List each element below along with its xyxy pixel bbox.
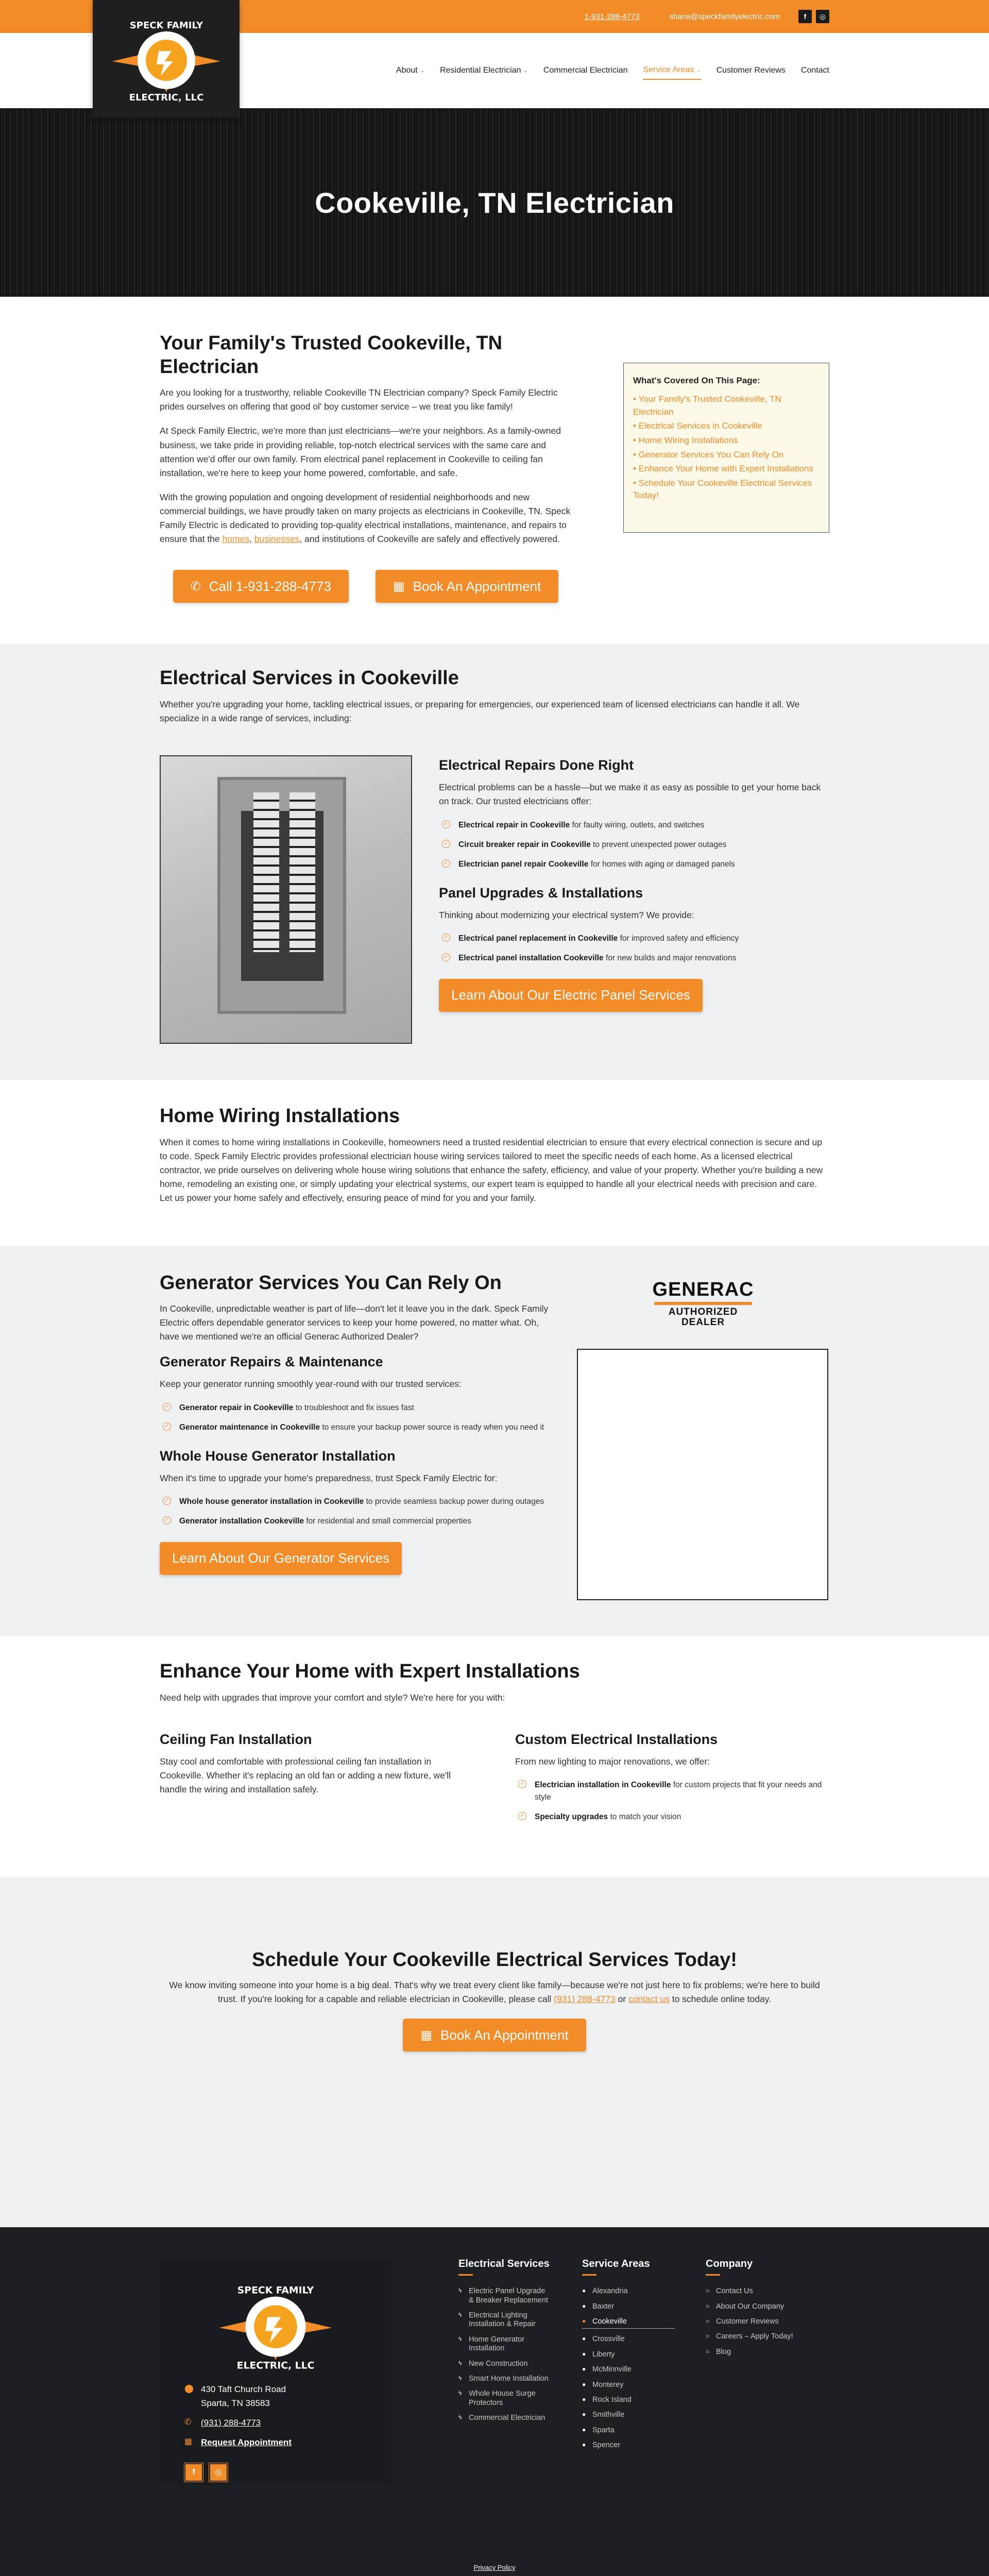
check-circle-icon: ✓ [163, 1497, 171, 1505]
bolt-icon: ϟ [458, 2374, 462, 2382]
list-item: ✓ Generator maintenance in Cookeville to ensure your backup power source is ready when you need it [160, 1421, 551, 1434]
generator-heading: Generator Services You Can Rely On [160, 1272, 502, 1294]
circle-icon: ○ [706, 2347, 710, 2355]
wiring-text: When it comes to home wiring installations in Cookeville, homeowners need a trusted residential electrician to ensure that every electrical connection is secure and up to code. Speck Family Electric provides professional electrician house wiring services tailored to meet the specific needs of each home. As a licensed electrical contractor, we pride ourselves on delivering whole house wiring solutions that enhance the safety, efficiency, and value of your property. Whether you're building a new home, remodeling an existing one, or simply updating your electrical systems, our expert team is equipped to handle all your electrical needs with precision and care. Let us power your home safely and effectively, ensuring peace of mind for you and your family. [160, 1137, 823, 1204]
site-logo[interactable] [93, 0, 240, 117]
phone-icon: ✆ [184, 2417, 192, 2427]
services-lead: Whether you're upgrading your home, tackling electrical issues, or preparing for emergencies, our experienced team of licensed electricians can handle it all. We specialize in a wide range of services, including: [160, 699, 800, 724]
gen-repairs-heading: Generator Repairs & Maintenance [160, 1354, 383, 1370]
footer-area-link[interactable]: ● McMinnville [582, 2365, 632, 2374]
map-pin-icon: ⬤ [184, 2384, 194, 2394]
panel-lead: Thinking about modernizing your electrical system? We provide: [439, 909, 694, 920]
fan-heading: Ceiling Fan Installation [160, 1732, 312, 1747]
footer-area-link[interactable]: ● Smithville [582, 2411, 625, 2419]
privacy-policy-link[interactable]: Privacy Policy [473, 2563, 516, 2571]
check-circle-icon: ✓ [442, 840, 450, 848]
footer-company-link[interactable]: ○ Careers – Apply Today! [706, 2332, 793, 2341]
intro-section [0, 297, 989, 644]
electrical-services-section [0, 644, 989, 1080]
toc-item[interactable]: • Home Wiring Installations [633, 435, 738, 445]
calendar-icon: ▦ [393, 579, 405, 594]
wiring-heading: Home Wiring Installations [160, 1105, 400, 1127]
footer-service-link[interactable]: ϟ Whole House Surge Protectors [458, 2389, 536, 2407]
footer-service-link[interactable]: ϟ Commercial Electrician [458, 2414, 545, 2422]
map-pin-icon: ● [582, 2411, 586, 2418]
schedule-book-button[interactable]: ▦ Book An Appointment [403, 2019, 586, 2052]
gen-install-heading: Whole House Generator Installation [160, 1448, 396, 1464]
panel-list [439, 933, 825, 964]
map-pin-icon: ● [582, 2350, 586, 2358]
check-circle-icon: ✓ [442, 953, 450, 961]
footer-service-link[interactable]: ϟ Electrical Lighting Installation & Repair [458, 2311, 536, 2329]
nav-about[interactable]: About ⌄ [396, 66, 425, 75]
toc-item[interactable]: • Your Family's Trusted Cookeville, TN Electrician [633, 394, 781, 417]
topbar-email-link[interactable]: shana@speckfamilyelectric.com [669, 12, 780, 21]
gen-install-list [160, 1496, 551, 1528]
chevron-down-icon: ⌄ [420, 67, 425, 74]
map-pin-icon: ● [582, 2317, 586, 2325]
map-pin-icon: ● [582, 2380, 586, 2388]
calendar-icon: ▦ [420, 2028, 433, 2042]
toc-item[interactable]: • Schedule Your Cookeville Electrical Services Today! [633, 478, 812, 501]
logo-emblem-icon [107, 10, 226, 108]
instagram-icon[interactable]: ◎ [816, 10, 829, 23]
map-pin-icon: ● [582, 2395, 586, 2403]
spacer [0, 2109, 989, 2227]
list-item: ✓ Electrical repair in Cookeville for faulty wiring, outlets, and switches [439, 819, 825, 832]
list-item: ✓ Electrician panel repair Cookeville for homes with aging or damaged panels [439, 858, 825, 871]
footer-company-link[interactable]: ○ Customer Reviews [706, 2317, 779, 2326]
toc-item[interactable]: • Enhance Your Home with Expert Installations [633, 464, 813, 474]
gen-repairs-list [160, 1402, 551, 1434]
contact-us-link[interactable]: contact us [628, 1994, 670, 2005]
footer-service-link[interactable]: ϟ Electric Panel Upgrade & Breaker Replacement [458, 2287, 548, 2304]
gen-install-lead: When it's time to upgrade your home's preparedness, trust Speck Family Electric for: [160, 1472, 498, 1483]
footer-area-link[interactable]: ● Sparta [582, 2426, 615, 2434]
list-item: ✓ Generator installation Cookeville for residential and small commercial properties [160, 1515, 551, 1528]
intro-paragraph-3: With the growing population and ongoing development of residential neighborhoods and new commercial buildings, we have proudly taken on many projects as electricians in Cookeville, TN. Speck Family Electric is dedicated to providing top-quality electrical installations, maintenance, and repairs to ensure that the homes, businesses, and institutions of Cookeville are safely and effectively powered. [160, 492, 571, 545]
site-footer [0, 2227, 989, 2576]
footer-phone[interactable]: ✆ (931) 288-4773 [184, 2416, 367, 2430]
check-circle-icon: ✓ [518, 1780, 526, 1788]
footer-area-link[interactable]: ● Alexandria [582, 2287, 628, 2296]
nav-residential[interactable]: Residential Electrician ⌄ [440, 66, 528, 75]
nav-contact[interactable]: Contact [800, 66, 829, 75]
check-circle-icon: ✓ [163, 1403, 171, 1411]
list-item: ✓ Circuit breaker repair in Cookeville to prevent unexpected power outages [439, 839, 825, 851]
topbar-phone-link[interactable]: 1-931-288-4773 [584, 12, 640, 21]
nav-customer-reviews[interactable]: Customer Reviews [716, 66, 786, 75]
site-header [0, 20, 989, 108]
bolt-icon: ϟ [458, 2287, 462, 2295]
repairs-list [439, 819, 825, 871]
table-of-contents [623, 363, 829, 533]
check-circle-icon: ✓ [442, 934, 450, 942]
footer-area-link[interactable]: ● Liberty [582, 2350, 615, 2359]
circle-icon: ○ [706, 2332, 710, 2340]
footer-contact-card [160, 2258, 391, 2485]
intro-paragraph-2: At Speck Family Electric, we're more than just electricians—we're your neighbors. As a family-owned business, we take pride in providing reliable, top-notch electrical services with the same care and attention we'd offer our own family. From electrical panel replacement in Cookeville to ceiling fan installation, we're here to keep your home powered, comfortable, and safe. [160, 426, 561, 478]
schedule-heading: Schedule Your Cookeville Electrical Services Today! [252, 1949, 737, 1971]
svg-text:SPECK FAMILY: SPECK FAMILY [237, 2285, 314, 2296]
generac-dealer-badge: GENERAC AUTHORIZED DEALER [652, 1278, 754, 1328]
homes-link[interactable]: homes [222, 534, 250, 545]
bolt-icon: ϟ [458, 2359, 462, 2367]
footer-company-column: Company ○ Contact Us ○ About Our Company ○ Customer Reviews ○ Careers – Apply Today! ○ Blog [706, 2258, 798, 2485]
electrical-panel-image [160, 755, 412, 1044]
phone-icon: ✆ [190, 579, 201, 594]
footer-address: ⬤ 430 Taft Church Road Sparta, TN 38583 [184, 2383, 367, 2410]
footer-areas-column: Service Areas ● Alexandria ● Baxter ● Cookeville ● Crossville ● Liberty ● McMinnville ● Monterey ● Rock Island ● Smithville ● Sparta ● Spencer [582, 2258, 675, 2485]
map-pin-icon: ● [582, 2287, 586, 2295]
list-item: ✓ Electrical panel installation Cookeville for new builds and major renovations [439, 952, 825, 964]
footer-area-link[interactable]: ● Baxter [582, 2302, 614, 2311]
bolt-icon: ϟ [458, 2389, 462, 2397]
main-nav [396, 61, 829, 80]
toc-title: What's Covered On This Page: [633, 376, 760, 385]
map-pin-icon: ● [582, 2441, 586, 2449]
list-item: ✓ Electrician installation in Cookeville for custom projects that fit your needs and style [515, 1779, 829, 1804]
check-circle-icon: ✓ [163, 1516, 171, 1524]
schedule-phone-link[interactable]: (931) 288-4773 [554, 1994, 616, 2005]
fan-text: Stay cool and comfortable with professional ceiling fan installation in Cookeville. Whether it's replacing an old fan or adding a new fixture, we'll handle the wiring and installation safely. [160, 1756, 451, 1795]
footer-company-link[interactable]: ○ Blog [706, 2347, 731, 2356]
generator-services-button[interactable]: Learn About Our Generator Services [160, 1542, 402, 1575]
footer-area-link[interactable]: ● Crossville [582, 2335, 625, 2344]
footer-bottom [0, 2561, 989, 2576]
gen-repairs-lead: Keep your generator running smoothly year-round with our trusted services: [160, 1379, 462, 1389]
intro-paragraph-1: Are you looking for a trustworthy, reliable Cookeville TN Electrician company? Speck Family Electric prides ourselves on offering that good ol' boy customer service – we treat you like family! [160, 387, 558, 412]
enhance-lead: Need help with upgrades that improve your comfort and style? We're here for you with: [160, 1692, 505, 1703]
panel-services-button[interactable]: Learn About Our Electric Panel Services [439, 979, 703, 1012]
footer-service-link[interactable]: ϟ New Construction [458, 2359, 528, 2368]
circle-icon: ○ [706, 2302, 710, 2310]
facebook-icon[interactable]: f [184, 2463, 203, 2482]
list-item: ✓ Electrical panel replacement in Cookeville for improved safety and efficiency [439, 933, 825, 945]
panel-heading: Panel Upgrades & Installations [439, 885, 643, 901]
book-appointment-button[interactable]: ▦ Book An Appointment [376, 570, 558, 603]
footer-area-link[interactable]: ● Spencer [582, 2441, 621, 2450]
repairs-lead: Electrical problems can be a hassle—but we make it as easy as possible to get your home back on track. Our trusted electricians offer: [439, 782, 821, 807]
footer-area-link[interactable]: ● Rock Island [582, 2395, 632, 2404]
list-item: ✓ Specialty upgrades to match your vision [515, 1811, 829, 1823]
footer-logo-icon[interactable] [214, 2274, 337, 2377]
generator-section [0, 1246, 989, 1637]
instagram-icon[interactable]: ◎ [209, 2463, 228, 2482]
map-pin-icon: ● [582, 2335, 586, 2343]
map-pin-icon: ● [582, 2426, 586, 2433]
circle-icon: ○ [706, 2287, 710, 2295]
footer-company-link[interactable]: ○ Contact Us [706, 2287, 753, 2296]
facebook-icon[interactable]: f [798, 10, 812, 23]
hero-banner [0, 108, 989, 297]
calendar-icon: ▦ [184, 2437, 193, 2447]
check-circle-icon: ✓ [442, 820, 450, 828]
schedule-section [0, 1877, 989, 2109]
footer-area-link[interactable]: ● Monterey [582, 2380, 624, 2389]
check-circle-icon: ✓ [163, 1422, 171, 1431]
generator-video-frame[interactable] [577, 1349, 828, 1600]
footer-service-link[interactable]: ϟ Home Generator Installation [458, 2335, 524, 2353]
footer-services-column: Electrical Services ϟ Electric Panel Upgrade & Breaker Replacement ϟ Electrical Lighting Installation & Repair ϟ Home Generator Installation ϟ New Construction ϟ Smart Home Installation ϟ Whole House Surge Protectors ϟ Commercial Electrician [458, 2258, 551, 2485]
custom-heading: Custom Electrical Installations [515, 1732, 718, 1747]
intro-heading: Your Family's Trusted Cookeville, TN Electrician [160, 332, 503, 378]
toc-item[interactable]: • Electrical Services in Cookeville [633, 421, 762, 431]
footer-area-link-active[interactable]: ● Cookeville [582, 2317, 675, 2329]
repairs-heading: Electrical Repairs Done Right [439, 757, 634, 773]
home-wiring-section [0, 1080, 989, 1245]
check-circle-icon: ✓ [442, 859, 450, 868]
call-button[interactable]: ✆ Call 1-931-288-4773 [173, 570, 349, 603]
svg-text:ELECTRIC, LLC: ELECTRIC, LLC [236, 2360, 315, 2371]
enhance-heading: Enhance Your Home with Expert Installations [160, 1660, 580, 1683]
page-title: Cookeville, TN Electrician [315, 186, 674, 219]
check-circle-icon: ✓ [518, 1812, 526, 1820]
nav-service-areas[interactable]: Service Areas ⌄ [643, 61, 701, 80]
chevron-down-icon: ⌄ [523, 67, 528, 74]
chevron-down-icon: ⌄ [696, 67, 701, 73]
list-item: ✓ Generator repair in Cookeville to troubleshoot and fix issues fast [160, 1402, 551, 1414]
bolt-icon: ϟ [458, 2335, 462, 2343]
circle-icon: ○ [706, 2317, 710, 2325]
logo-text-top: SPECK FAMILY [129, 20, 203, 31]
schedule-text: We know inviting someone into your home is a big deal. That's why we treat every client like family—because we're not just here to fix problems; we're here to build trust. If you're looking for a capable and reliable electrician in Cookeville, please call (931) 288-4773 or contact us to schedule online today. [169, 1980, 820, 2005]
bolt-icon: ϟ [458, 2414, 462, 2421]
map-pin-icon: ● [582, 2302, 586, 2310]
toc-item[interactable]: • Generator Services You Can Rely On [633, 449, 784, 460]
enhance-section [0, 1636, 989, 1877]
services-heading: Electrical Services in Cookeville [160, 667, 459, 689]
logo-text-bottom: ELECTRIC, LLC [129, 92, 203, 103]
businesses-link[interactable]: businesses [254, 534, 300, 545]
nav-commercial[interactable]: Commercial Electrician [543, 66, 628, 75]
custom-list [515, 1779, 829, 1823]
footer-request[interactable]: ▦ Request Appointment [184, 2436, 367, 2449]
generator-lead: In Cookeville, unpredictable weather is part of life—don't let it leave you in the dark. Speck Family Electric offers dependable generator services to keep your home powered, no matter what. Oh, have we mentioned we're an official Generac Authorized Dealer? [160, 1303, 549, 1342]
map-pin-icon: ● [582, 2365, 586, 2373]
footer-service-link[interactable]: ϟ Smart Home Installation [458, 2374, 549, 2383]
bolt-icon: ϟ [458, 2311, 462, 2318]
custom-lead: From new lighting to major renovations, we offer: [515, 1756, 710, 1767]
list-item: ✓ Whole house generator installation in Cookeville to provide seamless backup power during outages [160, 1496, 551, 1508]
footer-company-link[interactable]: ○ About Our Company [706, 2302, 785, 2311]
